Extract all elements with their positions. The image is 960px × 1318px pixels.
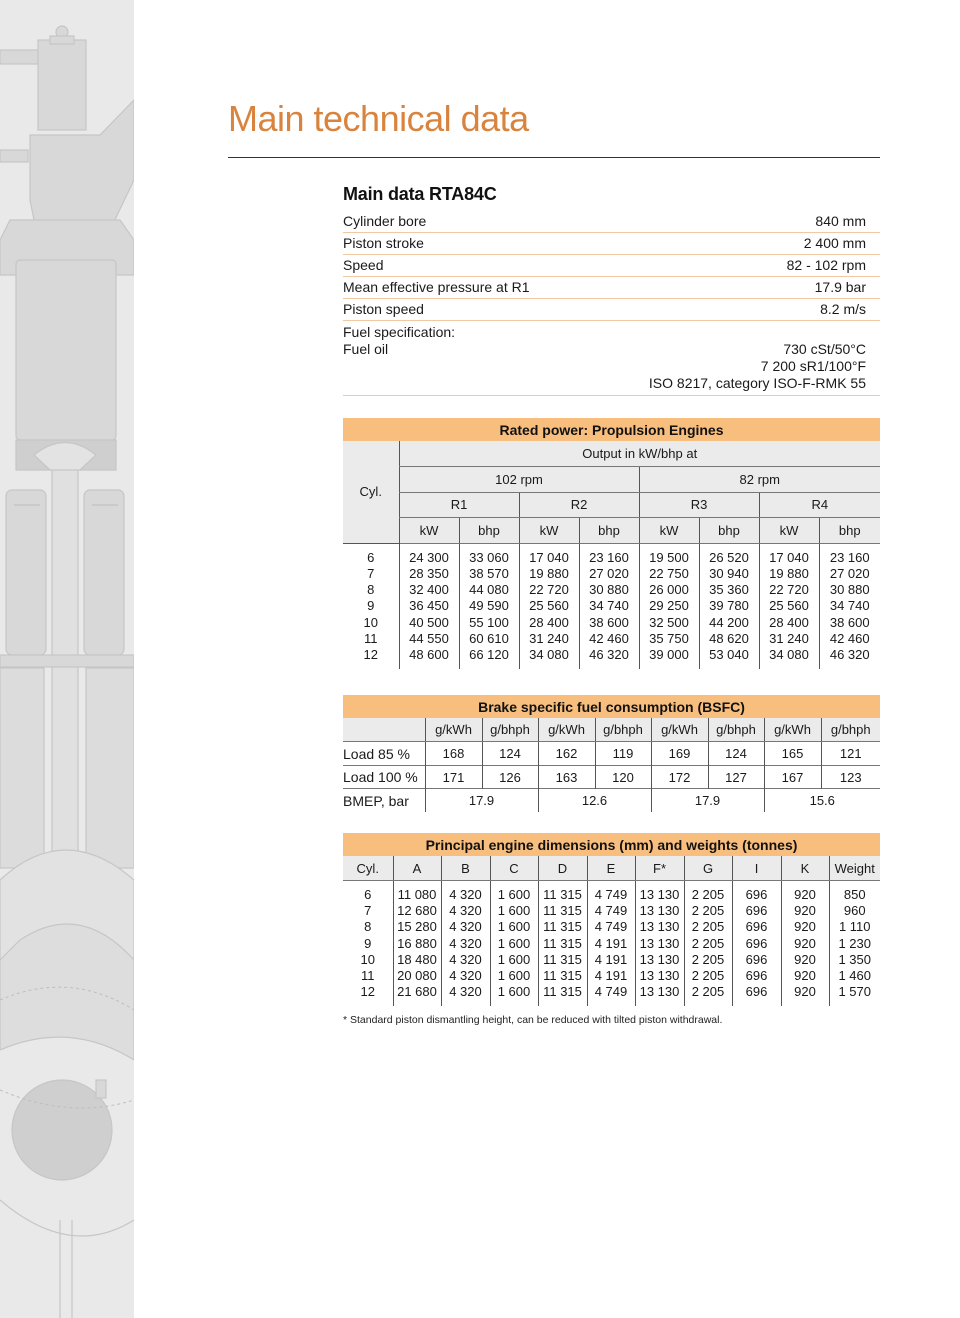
dimension-value-cell: 920	[781, 936, 829, 952]
cyl-cell: 7	[364, 903, 372, 919]
column-header: D	[538, 856, 587, 880]
dimension-value-cell: 1 600	[490, 880, 538, 903]
table-row	[343, 919, 880, 935]
unit-header: bhp	[819, 518, 880, 544]
unit-header: g/kWh	[425, 718, 482, 742]
cyl-cell: 9	[364, 935, 372, 951]
power-value-cell: 42 460	[819, 631, 880, 647]
rating-header-r1: R1	[399, 492, 519, 518]
dimension-value-cell: 1 600	[490, 952, 538, 968]
bsfc-value-cell: 120	[595, 765, 651, 789]
dimension-value-cell: 1 570	[829, 984, 880, 1006]
power-value-cell: 22 750	[639, 566, 699, 582]
column-header: Cyl.	[343, 856, 393, 880]
power-value-cell: 25 560	[759, 598, 819, 614]
dimension-value-cell: 696	[732, 903, 781, 919]
footnote: * Standard piston dismantling height, can be reduced with tilted piston withdrawal.	[343, 1014, 723, 1027]
bsfc-value-cell: 172	[651, 765, 708, 789]
power-value-cell: 34 740	[579, 598, 639, 614]
spec-label: Cylinder bore	[343, 213, 427, 229]
bsfc-value-cell: 126	[482, 765, 538, 789]
power-value-cell: 28 350	[399, 566, 459, 582]
power-value-cell: 44 080	[459, 582, 519, 598]
dimension-value-cell: 2 205	[684, 919, 732, 935]
power-value-cell: 60 610	[459, 631, 519, 647]
dimension-value-cell: 4 320	[441, 919, 490, 935]
rated-power-table	[343, 418, 880, 669]
bsfc-value-cell: 124	[482, 742, 538, 766]
cyl-cell: 11	[364, 630, 378, 646]
table-row	[343, 936, 880, 952]
bsfc-value-cell: 163	[538, 765, 595, 789]
dimension-value-cell: 2 205	[684, 968, 732, 984]
rated-power-rows	[343, 543, 880, 669]
cyl-header: Cyl.	[343, 441, 399, 543]
dimension-value-cell: 696	[732, 952, 781, 968]
power-value-cell: 28 400	[519, 614, 579, 630]
dimension-value-cell: 2 205	[684, 952, 732, 968]
column-header: A	[393, 856, 441, 880]
table-row	[343, 952, 880, 968]
spec-value: 82 - 102 rpm	[786, 257, 866, 273]
dimension-value-cell: 13 130	[635, 919, 684, 935]
dimension-value-cell: 11 315	[538, 919, 587, 935]
technical-data-content	[343, 184, 880, 1026]
table-row	[343, 598, 880, 614]
table-row	[343, 765, 880, 789]
dimension-value-cell: 4 320	[441, 984, 490, 1006]
unit-header: bhp	[699, 518, 759, 544]
bsfc-value-cell: 168	[425, 742, 482, 766]
power-value-cell: 36 450	[399, 598, 459, 614]
unit-header: g/kWh	[538, 718, 595, 742]
dimension-value-cell: 4 320	[441, 880, 490, 903]
dimension-value-cell: 2 205	[684, 936, 732, 952]
dimension-value-cell: 1 600	[490, 984, 538, 1006]
dimension-value-cell: 11 315	[538, 903, 587, 919]
cyl-cell: 9	[367, 598, 375, 614]
power-value-cell: 32 500	[639, 614, 699, 630]
dimension-value-cell: 920	[781, 968, 829, 984]
dimension-value-cell: 15 280	[393, 919, 441, 935]
column-header: Weight	[829, 856, 880, 880]
dimension-value-cell: 960	[829, 903, 880, 919]
power-value-cell: 26 000	[639, 582, 699, 598]
dimension-value-cell: 2 205	[684, 880, 732, 903]
dimension-value-cell: 2 205	[684, 984, 732, 1006]
dimension-value-cell: 920	[781, 984, 829, 1006]
power-value-cell: 48 620	[699, 631, 759, 647]
dimension-value-cell: 696	[732, 968, 781, 984]
rating-header-r4: R4	[759, 492, 880, 518]
fuel-oil-value-2: 7 200 sR1/100°F	[760, 358, 866, 374]
unit-header: kW	[639, 518, 699, 544]
power-value-cell: 40 500	[399, 614, 459, 630]
table-row	[343, 647, 880, 669]
dimension-value-cell: 13 130	[635, 952, 684, 968]
title-divider	[228, 157, 880, 158]
fuel-spec-label: Fuel specification:	[343, 324, 456, 340]
dimension-value-cell: 4 320	[441, 968, 490, 984]
dimension-value-cell: 4 320	[441, 952, 490, 968]
dimension-value-cell: 13 130	[635, 984, 684, 1006]
dimension-value-cell: 4 191	[587, 936, 635, 952]
bmep-row	[343, 789, 880, 813]
cyl-cell: 7	[367, 565, 375, 581]
dimension-value-cell: 20 080	[393, 968, 441, 984]
power-value-cell: 53 040	[699, 647, 759, 669]
dimension-value-cell: 1 460	[829, 968, 880, 984]
unit-header: kW	[759, 518, 819, 544]
dimension-value-cell: 4 749	[587, 903, 635, 919]
column-header: G	[684, 856, 732, 880]
dimension-value-cell: 13 130	[635, 968, 684, 984]
bsfc-value-cell: 165	[764, 742, 821, 766]
dimension-value-cell: 1 230	[829, 936, 880, 952]
power-value-cell: 26 520	[699, 543, 759, 566]
dimension-value-cell: 11 080	[393, 880, 441, 903]
spec-value: 17.9 bar	[814, 279, 866, 295]
dimension-value-cell: 11 315	[538, 936, 587, 952]
dimension-value-cell: 1 600	[490, 903, 538, 919]
table-row	[343, 614, 880, 630]
speed-header-82: 82 rpm	[639, 467, 880, 493]
dimension-value-cell: 2 205	[684, 903, 732, 919]
bmep-label: BMEP, bar	[343, 792, 409, 809]
dimensions-rows	[343, 880, 880, 1006]
bmep-value: 12.6	[538, 789, 651, 813]
bsfc-units-row	[343, 718, 880, 742]
power-value-cell: 17 040	[519, 543, 579, 566]
power-value-cell: 19 500	[639, 543, 699, 566]
dimension-value-cell: 850	[829, 880, 880, 903]
dimension-value-cell: 11 315	[538, 984, 587, 1006]
unit-header: kW	[399, 518, 459, 544]
output-header: Output in kW/bhp at	[399, 441, 880, 467]
power-value-cell: 38 600	[819, 614, 880, 630]
load-label: Load 85 %	[343, 745, 410, 762]
power-value-cell: 38 570	[459, 566, 519, 582]
unit-header: g/bhph	[708, 718, 764, 742]
unit-header: g/bhph	[821, 718, 880, 742]
dimension-value-cell: 4 320	[441, 936, 490, 952]
bmep-value: 17.9	[651, 789, 764, 813]
unit-header: g/kWh	[651, 718, 708, 742]
dimension-value-cell: 4 749	[587, 919, 635, 935]
power-value-cell: 44 200	[699, 614, 759, 630]
dimension-value-cell: 13 130	[635, 880, 684, 903]
unit-header: bhp	[579, 518, 639, 544]
bsfc-rows	[343, 742, 880, 789]
cyl-cell: 10	[360, 952, 375, 968]
power-value-cell: 22 720	[519, 582, 579, 598]
dimension-value-cell: 12 680	[393, 903, 441, 919]
dimension-value-cell: 4 749	[587, 984, 635, 1006]
table-row	[343, 984, 880, 1006]
dimensions-table	[343, 833, 880, 1006]
cyl-cell: 11	[361, 968, 375, 984]
bsfc-title: Brake specific fuel consumption (BSFC)	[343, 695, 880, 719]
table-row	[343, 903, 880, 919]
dimensions-header-row	[343, 856, 880, 880]
table-row	[343, 880, 880, 903]
column-header: K	[781, 856, 829, 880]
power-value-cell: 32 400	[399, 582, 459, 598]
power-value-cell: 17 040	[759, 543, 819, 566]
column-header: E	[587, 856, 635, 880]
spec-label: Piston stroke	[343, 235, 424, 251]
unit-header: g/kWh	[764, 718, 821, 742]
dimension-value-cell: 1 600	[490, 936, 538, 952]
dimension-value-cell: 4 191	[587, 968, 635, 984]
main-data-list	[343, 211, 880, 396]
column-header: I	[732, 856, 781, 880]
fuel-oil-value-1: 730 cSt/50°C	[783, 341, 866, 357]
power-value-cell: 34 080	[759, 647, 819, 669]
power-value-cell: 30 880	[579, 582, 639, 598]
cyl-cell: 10	[363, 614, 378, 630]
spec-row-piston-stroke	[343, 233, 880, 255]
dimension-value-cell: 4 749	[587, 880, 635, 903]
spec-label: Speed	[343, 257, 384, 273]
bsfc-value-cell: 171	[425, 765, 482, 789]
load-label: Load 100 %	[343, 769, 418, 786]
bsfc-corner-cell	[343, 718, 425, 742]
page-title: Main technical data	[228, 98, 529, 139]
dimension-value-cell: 11 315	[538, 880, 587, 903]
dimension-value-cell: 13 130	[635, 903, 684, 919]
power-value-cell: 48 600	[399, 647, 459, 669]
power-value-cell: 31 240	[519, 631, 579, 647]
table-row	[343, 582, 880, 598]
unit-header: g/bhph	[595, 718, 651, 742]
power-value-cell: 66 120	[459, 647, 519, 669]
bsfc-value-cell: 124	[708, 742, 764, 766]
dimension-value-cell: 696	[732, 984, 781, 1006]
spec-row-piston-speed	[343, 299, 880, 321]
bsfc-value-cell: 123	[821, 765, 880, 789]
engine-cross-section-illustration	[0, 0, 134, 1318]
dimension-value-cell: 920	[781, 903, 829, 919]
power-value-cell: 30 940	[699, 566, 759, 582]
power-value-cell: 27 020	[819, 566, 880, 582]
power-value-cell: 24 300	[399, 543, 459, 566]
power-value-cell: 34 740	[819, 598, 880, 614]
power-value-cell: 23 160	[819, 543, 880, 566]
dimension-value-cell: 696	[732, 919, 781, 935]
table-row	[343, 742, 880, 766]
dimension-value-cell: 920	[781, 952, 829, 968]
dimension-value-cell: 11 315	[538, 968, 587, 984]
bsfc-value-cell: 167	[764, 765, 821, 789]
power-value-cell: 25 560	[519, 598, 579, 614]
main-data-heading: Main data RTA84C	[343, 184, 497, 204]
power-value-cell: 38 600	[579, 614, 639, 630]
cyl-cell: 8	[364, 919, 372, 935]
dimension-value-cell: 4 320	[441, 903, 490, 919]
spec-value: 840 mm	[815, 213, 866, 229]
fuel-oil-label: Fuel oil	[343, 341, 389, 357]
power-value-cell: 19 880	[519, 566, 579, 582]
bsfc-value-cell: 127	[708, 765, 764, 789]
column-header: F*	[635, 856, 684, 880]
bsfc-value-cell: 162	[538, 742, 595, 766]
power-value-cell: 35 750	[639, 631, 699, 647]
table-row	[343, 631, 880, 647]
power-value-cell: 23 160	[579, 543, 639, 566]
dimension-value-cell: 18 480	[393, 952, 441, 968]
dimension-value-cell: 21 680	[393, 984, 441, 1006]
bsfc-table	[343, 695, 880, 813]
power-value-cell: 33 060	[459, 543, 519, 566]
power-value-cell: 49 590	[459, 598, 519, 614]
spec-label: Mean effective pressure at R1	[343, 279, 530, 295]
table-row	[343, 968, 880, 984]
bmep-value: 17.9	[425, 789, 538, 813]
table-row	[343, 543, 880, 566]
power-value-cell: 44 550	[399, 631, 459, 647]
dimension-value-cell: 4 191	[587, 952, 635, 968]
fuel-oil-value-3: ISO 8217, category ISO-F-RMK 55	[648, 375, 866, 391]
dimension-value-cell: 16 880	[393, 936, 441, 952]
power-value-cell: 27 020	[579, 566, 639, 582]
dimension-value-cell: 920	[781, 919, 829, 935]
cyl-cell: 8	[367, 581, 375, 597]
rated-power-title: Rated power: Propulsion Engines	[343, 418, 880, 441]
power-value-cell: 34 080	[519, 647, 579, 669]
rating-header-r3: R3	[639, 492, 759, 518]
power-value-cell: 19 880	[759, 566, 819, 582]
spec-label: Piston speed	[343, 301, 424, 317]
dimension-value-cell: 920	[781, 880, 829, 903]
spec-row-mean-effective-pressure	[343, 277, 880, 299]
power-value-cell: 39 000	[639, 647, 699, 669]
dimensions-title: Principal engine dimensions (mm) and weights (tonnes)	[343, 833, 880, 856]
cyl-cell: 12	[360, 984, 375, 1000]
dimension-value-cell: 696	[732, 880, 781, 903]
unit-header: kW	[519, 518, 579, 544]
spec-value: 2 400 mm	[803, 235, 866, 251]
bsfc-value-cell: 121	[821, 742, 880, 766]
power-value-cell: 55 100	[459, 614, 519, 630]
column-header: C	[490, 856, 538, 880]
dimension-value-cell: 1 600	[490, 919, 538, 935]
table-row	[343, 566, 880, 582]
cyl-cell: 6	[364, 886, 372, 902]
cyl-cell: 6	[367, 549, 375, 565]
unit-header: bhp	[459, 518, 519, 544]
power-value-cell: 31 240	[759, 631, 819, 647]
speed-header-102: 102 rpm	[399, 467, 639, 493]
engine-drawing-icon	[0, 0, 134, 1318]
unit-header: g/bhph	[482, 718, 538, 742]
power-value-cell: 35 360	[699, 582, 759, 598]
dimension-value-cell: 1 600	[490, 968, 538, 984]
cyl-cell: 12	[363, 646, 378, 662]
spec-row-cylinder-bore	[343, 211, 880, 233]
dimension-value-cell: 11 315	[538, 952, 587, 968]
power-value-cell: 42 460	[579, 631, 639, 647]
dimension-value-cell: 1 350	[829, 952, 880, 968]
power-value-cell: 46 320	[819, 647, 880, 669]
power-value-cell: 28 400	[759, 614, 819, 630]
power-value-cell: 22 720	[759, 582, 819, 598]
power-value-cell: 39 780	[699, 598, 759, 614]
power-value-cell: 46 320	[579, 647, 639, 669]
bsfc-value-cell: 169	[651, 742, 708, 766]
column-header: B	[441, 856, 490, 880]
bmep-value: 15.6	[764, 789, 880, 813]
dimension-value-cell: 1 110	[829, 919, 880, 935]
spec-row-speed	[343, 255, 880, 277]
spec-fuel-specification	[343, 321, 880, 396]
spec-value: 8.2 m/s	[820, 301, 866, 317]
rating-header-r2: R2	[519, 492, 639, 518]
dimension-value-cell: 696	[732, 936, 781, 952]
bsfc-value-cell: 119	[595, 742, 651, 766]
dimension-value-cell: 13 130	[635, 936, 684, 952]
power-value-cell: 30 880	[819, 582, 880, 598]
power-value-cell: 29 250	[639, 598, 699, 614]
